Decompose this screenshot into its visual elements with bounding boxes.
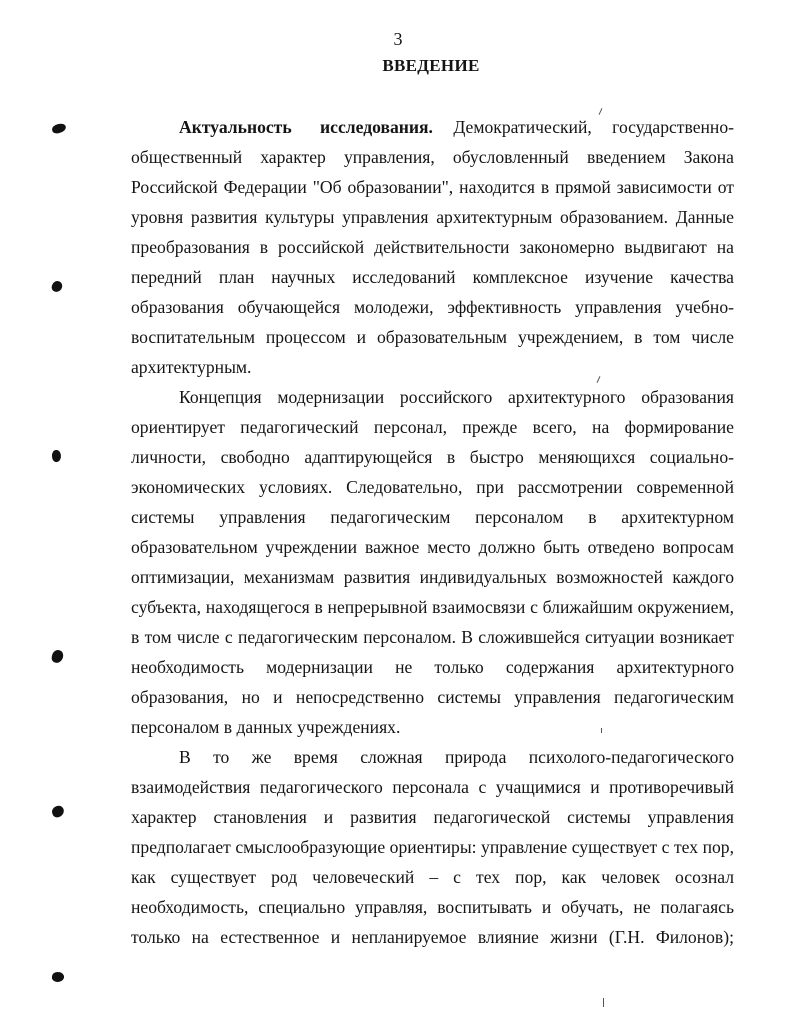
paragraph-relevance: [131, 112, 734, 382]
paragraph-text: Демократический, государственно-общественный характер управления, обусловленный введением Закона Российской Федерации "Об образовании", находится в прямой зависимости от уровня развития культуры управления архитектурным образованием. Данные преобразования в российской действительности закономерно выдвигают на передний план научных исследований комплексное изучение качества образования обучающейся молодежи, эффективность управления учебно-воспитательным процессом и образовательным учреждением, в том числе архитектурным.: [131, 117, 734, 377]
page-number: 3: [393, 29, 403, 49]
binding-hole-mark: [51, 971, 65, 983]
binding-hole-mark: [51, 649, 65, 664]
section-heading: ВВЕДЕНИЕ: [382, 56, 480, 75]
binding-hole-mark: [50, 280, 63, 294]
paragraph-concept: [131, 382, 734, 742]
paragraph-lead: Актуальность исследования.: [179, 117, 433, 137]
binding-hole-mark: [51, 123, 67, 135]
paragraph-text: Концепция модернизации российского архитектурного образования ориентирует педагогический персонал, прежде всего, на формирование личности, свободно адаптирующейся в быстро меняющихся социально-экономических условиях. Следовательно, при рассмотрении современной системы управления педагогическим персоналом в архитектурном образовательном учреждении важное место должно быть отведено вопросам оптимизации, механизмам развития индивидуальных возможностей каждого субъекта, находящегося в непрерывной взаимосвязи с ближайшим окружением, в том числе с педагогическим персоналом. В сложившейся ситуации возникает необходимость модернизации не только содержания архитектурного образования, но и непосредственно системы управления педагогическим персоналом в данных учреждениях.: [131, 387, 734, 737]
binding-hole-mark: [51, 449, 62, 462]
paragraph-interaction: [131, 742, 734, 952]
binding-hole-mark: [50, 804, 65, 818]
scan-artifact: [603, 998, 604, 1007]
paragraph-text: В то же время сложная природа психолого-педагогического взаимодействия педагогического персонала с учащимися и противоречивый характер становления и развития педагогической системы управления предполагает смыслообразующие ориентиры: управление существует с тех пор, как существует род человеческий – с тех пор, как человек осознал необходимость, специально управляя, воспитывать и обучать, не полагаясь только на естественное и непланируемое влияние жизни (Г.Н. Филонов);: [131, 747, 734, 947]
scan-artifact: [601, 728, 602, 733]
body-text: [131, 112, 734, 952]
